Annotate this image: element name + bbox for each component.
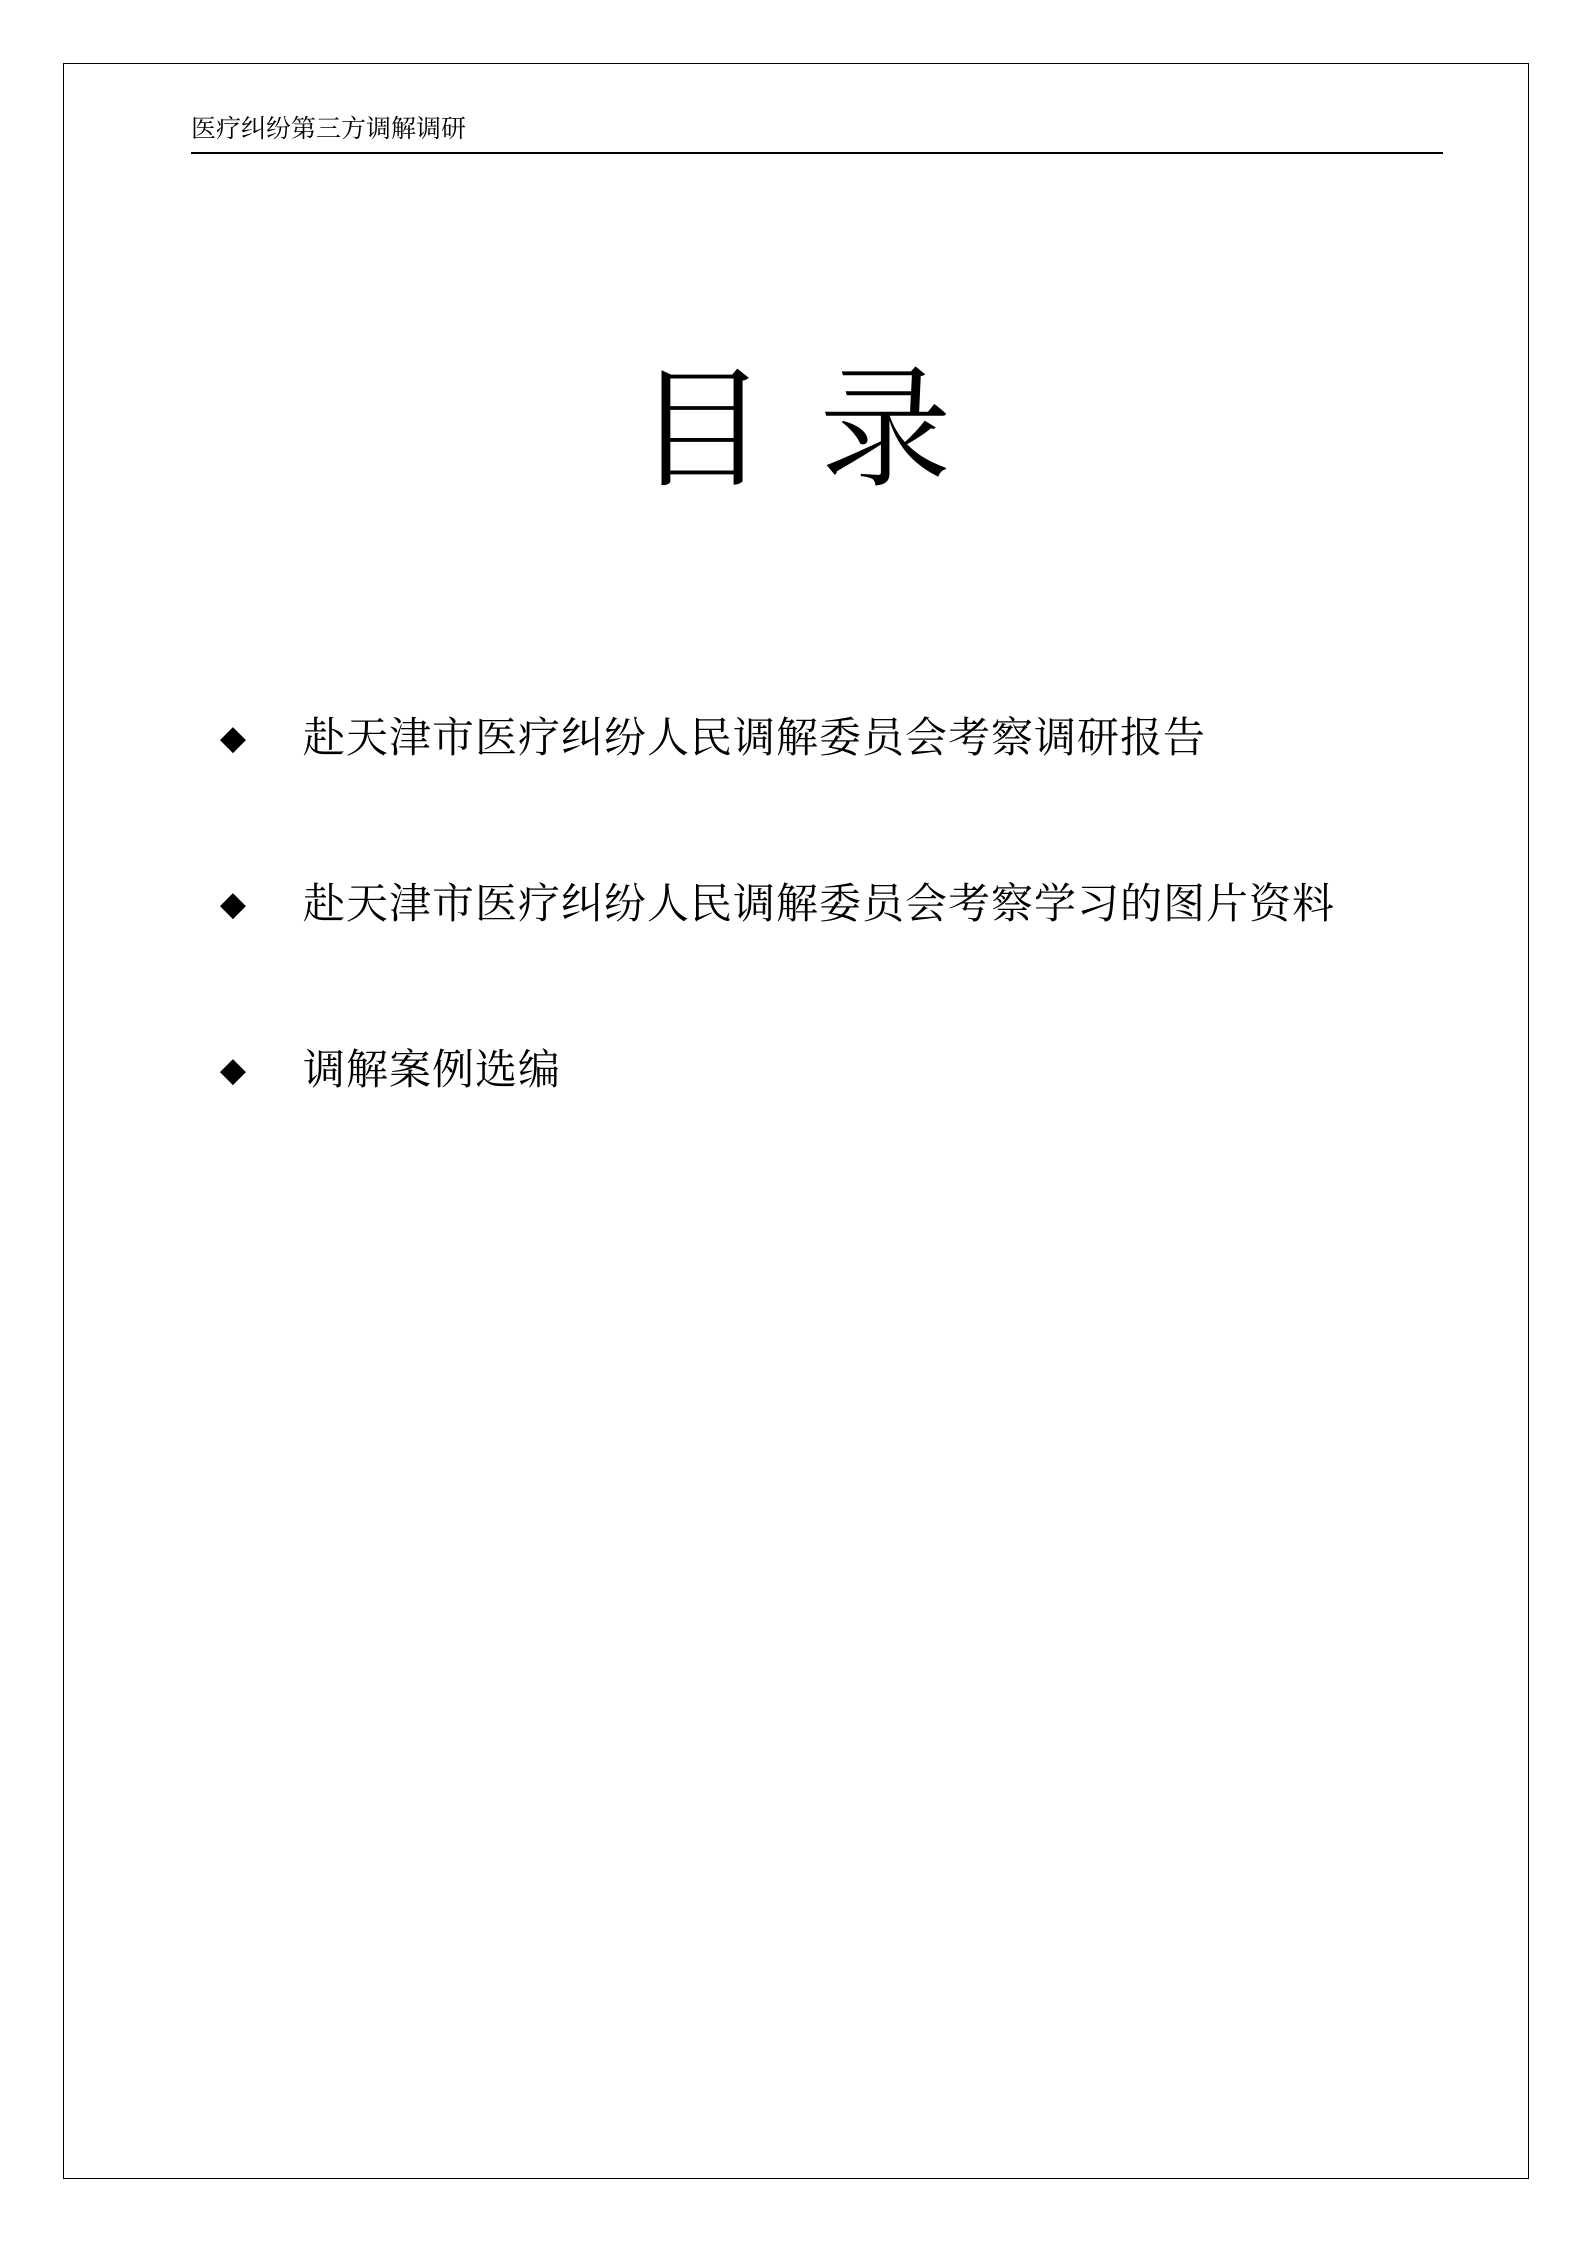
toc-item-label: 赴天津市医疗纠纷人民调解委员会考察调研报告 xyxy=(303,713,1207,762)
diamond-bullet-icon: ◆ xyxy=(219,884,247,924)
header-rule xyxy=(191,152,1443,154)
diamond-bullet-icon: ◆ xyxy=(219,1050,247,1090)
toc-title: 目录 xyxy=(635,353,1004,507)
toc-list xyxy=(215,707,1335,1205)
running-header: 医疗纠纷第三方调解调研 xyxy=(191,114,467,143)
toc-item-label: 调解案例选编 xyxy=(303,1045,562,1094)
toc-item[interactable] xyxy=(215,1039,1335,1101)
toc-item[interactable] xyxy=(215,873,1335,935)
toc-item-label: 赴天津市医疗纠纷人民调解委员会考察学习的图片资料 xyxy=(303,879,1336,928)
diamond-bullet-icon: ◆ xyxy=(219,718,247,758)
toc-item[interactable] xyxy=(215,707,1335,769)
